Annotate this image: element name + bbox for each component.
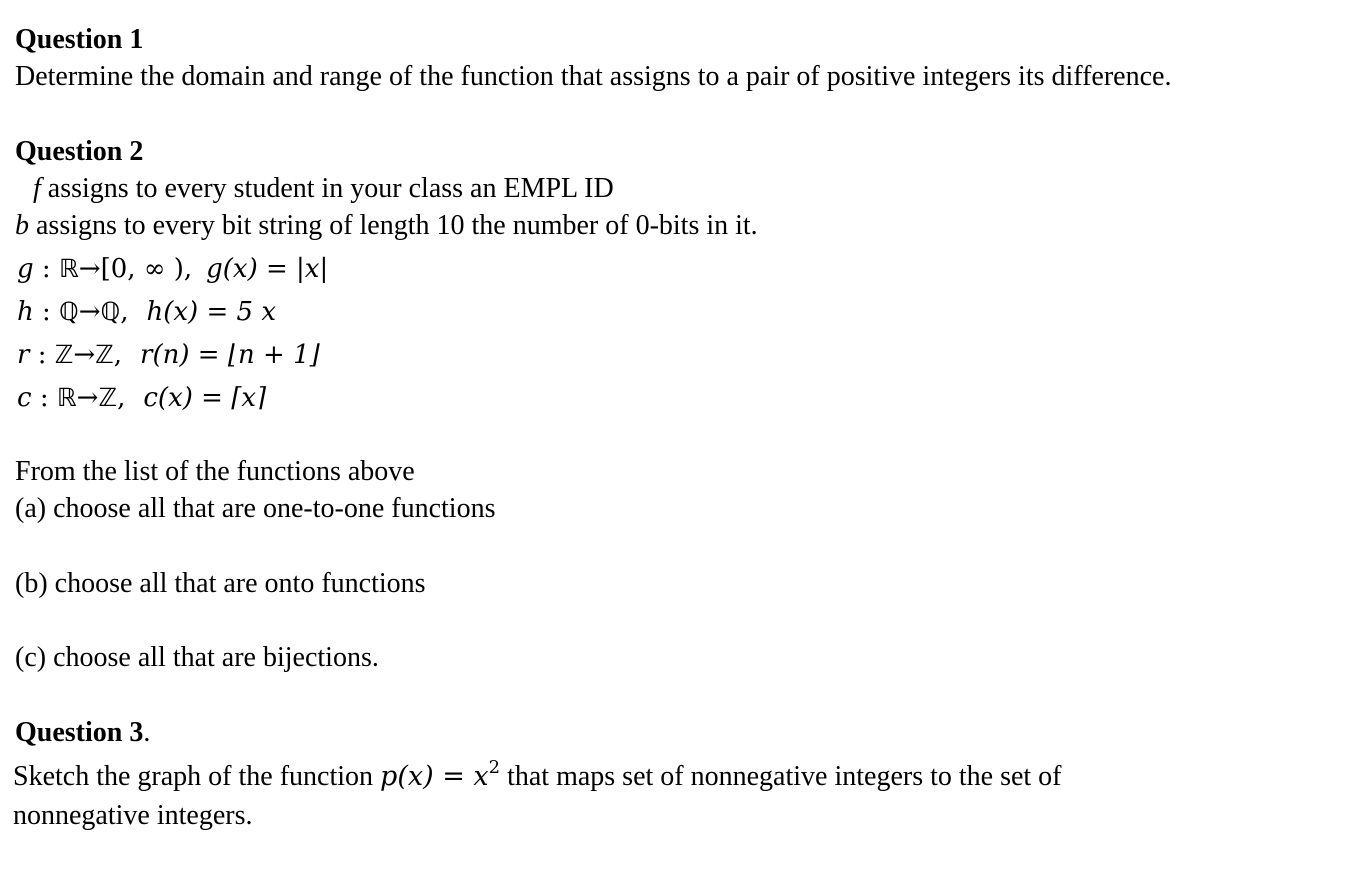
g-domain: ℝ [58,254,79,283]
question-3-text-line2: nonnegative integers. [13,800,253,831]
c-name: c [17,383,32,413]
question-1-text: Determine the domain and range of the function that assigns to a pair of positive integers its difference. [15,61,1172,92]
question-3-title: Question 3 [15,717,144,748]
h-domain: ℚ [59,297,79,326]
f-text: assigns to every student in your class an EMPL ID [40,173,614,204]
h-rule-expr: 5 x [236,297,276,327]
r-definition [17,338,320,372]
r-rule-arg: (n) [152,340,190,370]
g-rule-eq: = [257,254,297,284]
question-3-title-line [15,716,150,750]
r-colon: : [29,340,55,370]
question-1-title: Question 1 [15,24,144,55]
h-rule-name: h [146,297,164,327]
h-codomain: ℚ [100,297,121,326]
c-colon: : [31,383,57,413]
g-definition [17,252,328,286]
c-rule-eq: = [192,383,232,413]
r-rule-name: r [140,340,153,370]
question-3-title-period: . [143,717,151,748]
f-description [15,172,614,206]
h-definition [17,295,276,329]
part-b: (b) choose all that are onto functions [15,568,426,599]
p-base: x [473,761,489,792]
p-exponent: 2 [488,757,501,778]
c-rule-arg: (x) [157,383,193,413]
r-domain: ℤ [54,340,74,369]
c-comma: , [117,383,126,413]
r-rule-expr: ⌊n + 1⌋ [227,340,320,370]
r-name: r [17,340,30,370]
p-arg: (x) [397,761,434,792]
c-domain: ℝ [56,383,77,412]
q3-text-before: Sketch the graph of the function [13,761,381,792]
b-symbol: b [15,210,29,241]
c-rule-expr: ⌈x⌉ [231,383,267,413]
c-definition [17,381,266,415]
r-codomain: ℤ [95,340,114,369]
r-arrow: → [73,340,96,370]
r-rule-eq: = [189,340,228,370]
question-2-title: Question 2 [15,136,144,167]
p-eq: = [433,761,474,792]
h-rule-arg: (x) [163,297,199,327]
g-rule-arg: (x) [222,254,258,284]
part-a: (a) choose all that are one-to-one functions [15,493,496,524]
p-name: p [380,761,398,792]
b-description [15,209,758,243]
q3-text-after: that maps set of nonnegative integers to the set of [500,761,1062,792]
g-rule-name: g [206,254,223,284]
h-name: h [17,297,34,327]
g-name: g [17,254,34,284]
h-comma: , [120,297,129,327]
c-arrow: → [76,383,99,413]
h-arrow: → [78,297,101,327]
h-rule-eq: = [198,297,237,327]
h-colon: : [33,297,60,327]
g-arrow: → [78,254,101,284]
g-codomain: [0, ∞ ), [100,254,193,284]
r-comma: , [113,340,123,370]
b-text: assigns to every bit string of length 10 the number of 0-bits in it. [29,210,758,241]
question-3-text [13,757,1062,794]
part-c: (c) choose all that are bijections. [15,642,379,673]
functions-intro: From the list of the functions above [15,456,415,487]
g-colon: : [33,254,59,284]
c-codomain: ℤ [98,383,118,412]
f-symbol: f [33,173,41,204]
c-rule-name: c [143,383,158,413]
g-rule-expr: |x| [296,254,329,284]
